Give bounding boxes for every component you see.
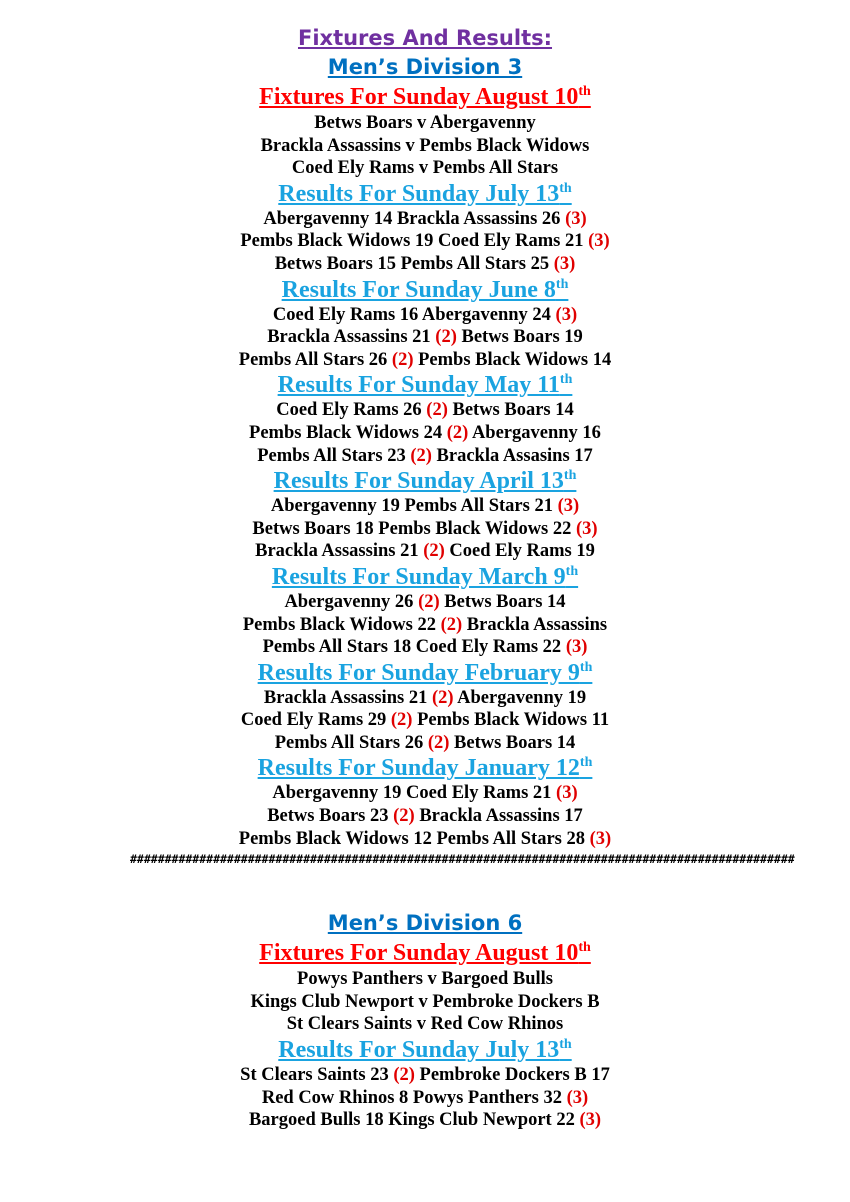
score-text: Brackla Assassins 17 xyxy=(414,806,583,827)
score-text: Abergavenny 16 xyxy=(468,422,601,443)
result-line xyxy=(0,304,850,327)
score-text: Coed Ely Rams 26 xyxy=(276,400,427,421)
league-points: (3) xyxy=(579,1110,602,1131)
score-text: Betws Boars 14 xyxy=(447,400,574,421)
league-points: (3) xyxy=(555,304,578,325)
division-heading: Men’s Division 3 xyxy=(327,55,523,79)
division-separator: ################################################################################################ xyxy=(130,852,795,867)
score-text: Coed Ely Rams 16 Abergavenny 24 xyxy=(272,304,556,325)
score-text: Coed Ely Rams 29 xyxy=(240,710,391,731)
league-points: (3) xyxy=(565,637,588,658)
score-text: Pembs All Stars 23 xyxy=(257,445,411,466)
score-text: Pembroke Dockers B 17 xyxy=(414,1065,610,1086)
result-line xyxy=(0,445,850,468)
result-line xyxy=(0,591,850,614)
result-line xyxy=(0,687,850,710)
league-points: (3) xyxy=(553,253,576,274)
score-text: Pembs All Stars 18 Coed Ely Rams 22 xyxy=(262,637,566,658)
score-text: Brackla Assasins 17 xyxy=(431,445,593,466)
ordinal-suffix: th xyxy=(578,84,591,99)
result-line xyxy=(0,614,850,637)
result-line xyxy=(0,828,850,851)
score-text: Pembs Black Widows 22 xyxy=(242,614,441,635)
fixture-line: Coed Ely Rams v Pembs All Stars xyxy=(291,158,559,179)
league-points: (2) xyxy=(427,732,450,753)
league-points: (2) xyxy=(446,422,469,443)
score-text: Brackla Assassins xyxy=(462,614,608,635)
result-line xyxy=(0,349,850,372)
results-heading xyxy=(0,754,850,782)
score-text: Abergavenny 26 xyxy=(284,591,419,612)
league-points: (3) xyxy=(565,208,587,229)
score-text: Pembs Black Widows 14 xyxy=(413,349,612,370)
result-line xyxy=(0,1087,850,1110)
score-text: Brackla Assassins 21 xyxy=(263,687,432,708)
ordinal-suffix: th xyxy=(579,755,593,771)
score-text: Bargoed Bulls 18 Kings Club Newport 22 xyxy=(248,1110,580,1131)
league-points: (2) xyxy=(426,400,448,421)
spacer xyxy=(0,868,850,908)
ordinal-suffix: th xyxy=(579,659,593,675)
league-points: (3) xyxy=(588,231,610,252)
score-text: Abergavenny 19 Pembs All Stars 21 xyxy=(270,496,558,517)
result-line xyxy=(0,805,850,828)
score-text: Pembs Black Widows 12 Pembs All Stars 28 xyxy=(238,828,590,849)
results-heading xyxy=(0,467,850,495)
league-points: (2) xyxy=(393,1065,415,1086)
result-line xyxy=(0,518,850,541)
heading-text: Results For Sunday July 13 xyxy=(278,1037,560,1064)
result-line xyxy=(0,326,850,349)
league-points: (2) xyxy=(435,327,457,348)
result-line xyxy=(0,495,850,518)
league-points: (2) xyxy=(440,614,463,635)
league-points: (3) xyxy=(556,783,578,804)
ordinal-suffix: th xyxy=(563,468,577,484)
result-line xyxy=(0,1109,850,1132)
fixture-line: Kings Club Newport v Pembroke Dockers B xyxy=(250,991,600,1012)
league-points: (2) xyxy=(390,710,413,731)
ordinal-suffix: th xyxy=(565,563,579,579)
league-points: (2) xyxy=(410,445,432,466)
result-line xyxy=(0,636,850,659)
ordinal-suffix: th xyxy=(559,180,572,196)
heading-text: Results For Sunday February 9 xyxy=(257,659,580,686)
score-text: Brackla Assassins 21 xyxy=(255,541,424,562)
fixtures-heading xyxy=(0,82,850,112)
league-points: (3) xyxy=(566,1087,589,1108)
score-text: Brackla Assassins 21 xyxy=(267,327,436,348)
league-points: (2) xyxy=(431,687,454,708)
league-points: (3) xyxy=(557,496,580,517)
result-line xyxy=(0,782,850,805)
score-text: Pembs All Stars 26 xyxy=(274,732,428,753)
score-text: Abergavenny 19 xyxy=(453,687,587,708)
results-heading xyxy=(0,371,850,399)
fixture-line: Brackla Assassins v Pembs Black Widows xyxy=(260,135,590,156)
league-points: (3) xyxy=(576,518,598,539)
fixture-line: Powys Panthers v Bargoed Bulls xyxy=(297,969,553,990)
league-points: (2) xyxy=(393,806,415,827)
fixture-line: Betws Boars v Abergavenny xyxy=(314,113,536,133)
result-line xyxy=(0,399,850,422)
results-heading xyxy=(0,1036,850,1064)
score-text: Pembs All Stars 26 xyxy=(238,349,392,370)
heading-text: Results For Sunday March 9 xyxy=(271,563,566,590)
score-text: Coed Ely Rams 19 xyxy=(444,541,595,562)
result-line xyxy=(0,1064,850,1087)
result-line xyxy=(0,253,850,276)
content xyxy=(0,52,850,1132)
result-line xyxy=(0,540,850,563)
fixture-line: St Clears Saints v Red Cow Rhinos xyxy=(286,1014,564,1035)
ordinal-suffix: th xyxy=(555,276,569,292)
result-line xyxy=(0,709,850,732)
league-points: (3) xyxy=(589,828,612,849)
score-text: Betws Boars 23 xyxy=(267,806,394,827)
heading-text: Results For Sunday June 8 xyxy=(281,276,556,303)
heading-text: Fixtures For Sunday August 10 xyxy=(259,84,579,110)
heading-text: Fixtures For Sunday August 10 xyxy=(259,940,579,967)
ordinal-suffix: th xyxy=(559,372,573,388)
result-line xyxy=(0,732,850,755)
results-heading xyxy=(0,180,850,208)
score-text: Betws Boars 14 xyxy=(449,732,576,753)
result-line xyxy=(0,208,850,231)
league-points: (2) xyxy=(391,349,414,370)
results-heading xyxy=(0,276,850,304)
heading-text: Results For Sunday April 13 xyxy=(273,468,564,495)
score-text: Betws Boars 15 Pembs All Stars 25 xyxy=(274,253,554,274)
heading-text: Results For Sunday July 13 xyxy=(278,180,560,207)
result-line xyxy=(0,230,850,253)
score-text: St Clears Saints 23 xyxy=(240,1065,394,1086)
results-heading xyxy=(0,659,850,687)
score-text: Betws Boars 14 xyxy=(439,591,566,612)
score-text: Pembs Black Widows 24 xyxy=(249,422,447,443)
result-line xyxy=(0,422,850,445)
heading-text: Results For Sunday May 11 xyxy=(277,372,560,399)
page-title: Fixtures And Results: xyxy=(297,26,553,50)
score-text: Abergavenny 14 Brackla Assassins 26 xyxy=(263,208,566,229)
division-heading: Men’s Division 6 xyxy=(327,911,523,936)
league-points: (2) xyxy=(423,541,445,562)
fixtures-heading xyxy=(0,938,850,968)
league-points: (2) xyxy=(418,591,440,612)
score-text: Red Cow Rhinos 8 Powys Panthers 32 xyxy=(261,1087,567,1108)
heading-text: Results For Sunday January 12 xyxy=(257,755,580,782)
ordinal-suffix: th xyxy=(559,1037,572,1053)
score-text: Abergavenny 19 Coed Ely Rams 21 xyxy=(272,783,557,804)
score-text: Pembs Black Widows 19 Coed Ely Rams 21 xyxy=(240,231,589,252)
score-text: Betws Boars 18 Pembs Black Widows 22 xyxy=(252,518,577,539)
ordinal-suffix: th xyxy=(578,940,591,956)
score-text: Pembs Black Widows 11 xyxy=(412,710,610,731)
results-heading xyxy=(0,563,850,591)
score-text: Betws Boars 19 xyxy=(456,327,583,348)
